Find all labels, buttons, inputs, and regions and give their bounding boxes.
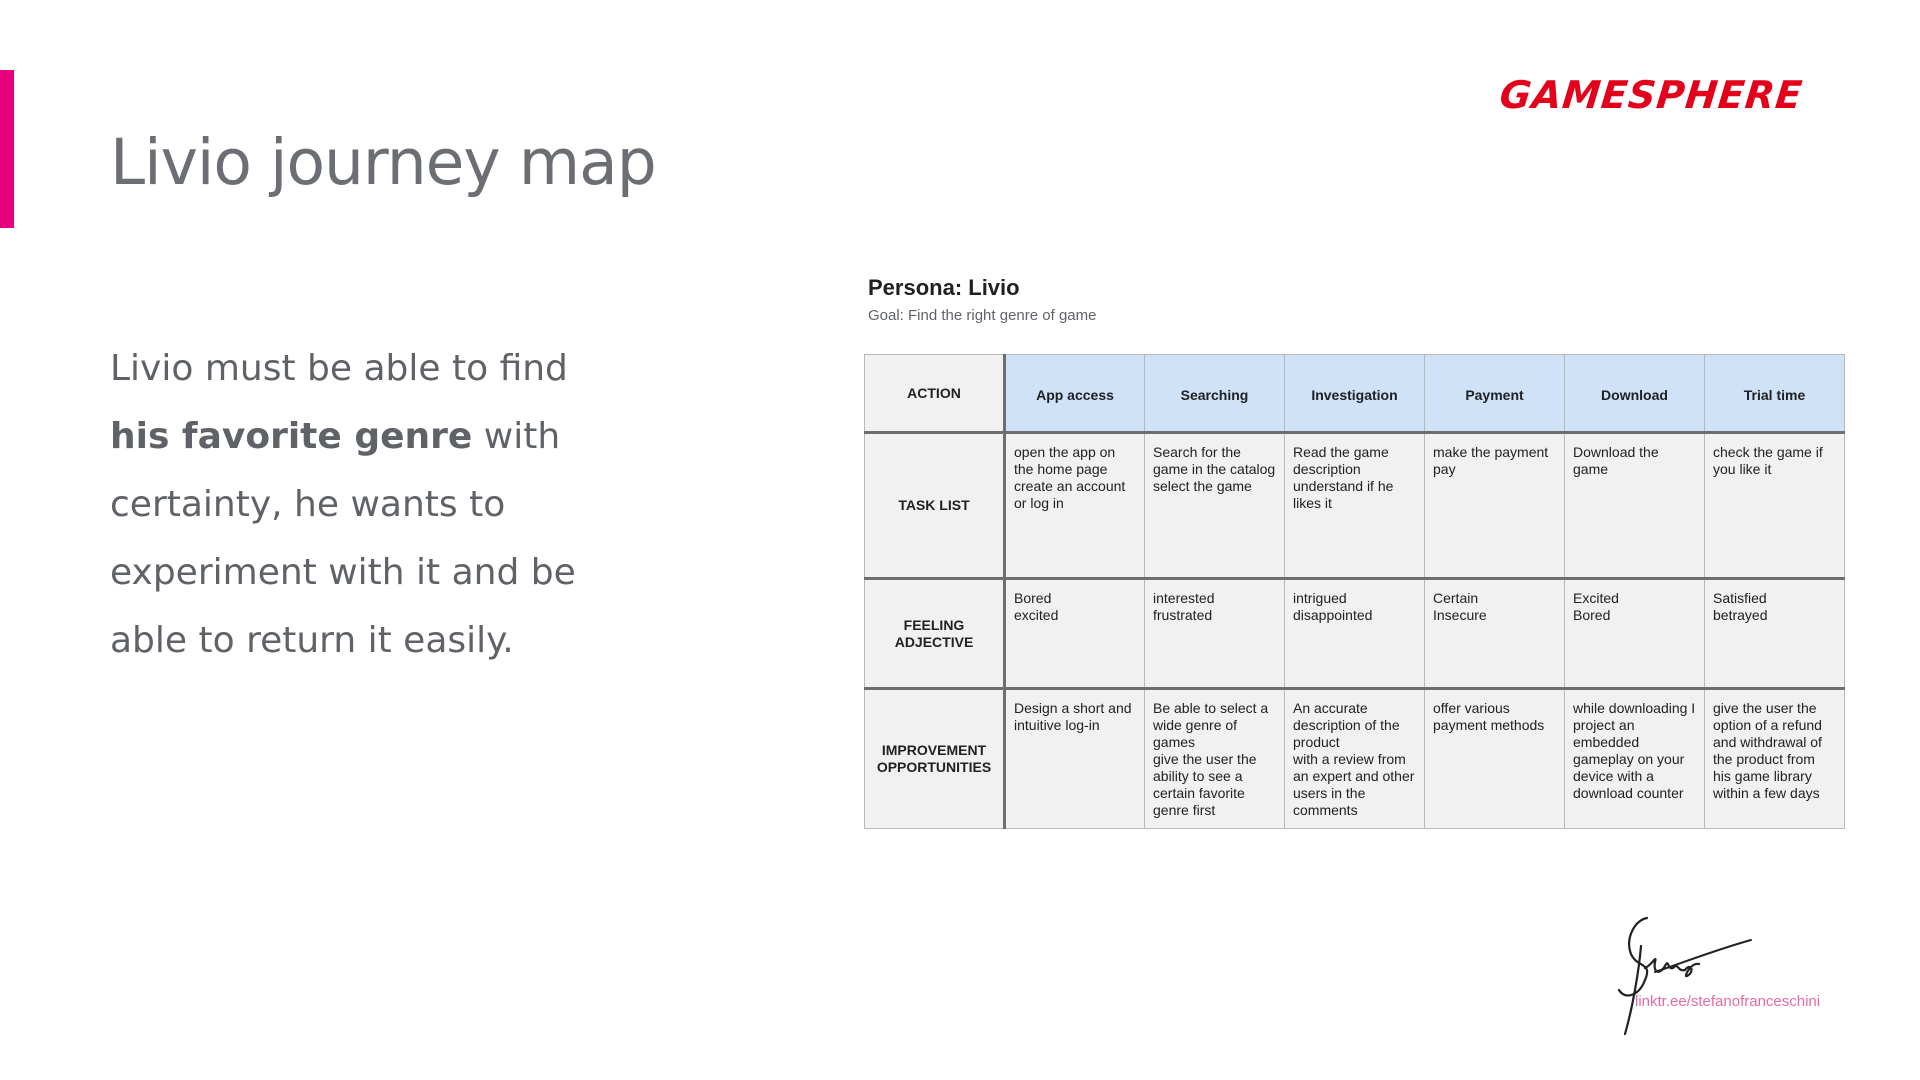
table-cell: while downloading I project an embedded gameplay on your device with a download counter xyxy=(1565,689,1705,829)
table-row xyxy=(865,433,1845,579)
body-text-part2: with certainty, he wants to experiment with it and be able to return it easily. xyxy=(110,416,576,661)
table-cell: intrigued disappointed xyxy=(1285,579,1425,689)
stage-header-download: Download xyxy=(1565,355,1705,433)
table-cell: check the game if you like it xyxy=(1705,433,1845,579)
table-cell: give the user the option of a refund and withdrawal of the product from his game library within a few days xyxy=(1705,689,1845,829)
body-text-bold: his favorite genre xyxy=(110,416,473,457)
table-cell: Be able to select a wide genre of games give the user the ability to see a certain favorite genre first xyxy=(1145,689,1285,829)
stage-header-searching: Searching xyxy=(1145,355,1285,433)
persona-goal: Goal: Find the right genre of game xyxy=(868,307,1097,324)
table-cell: Read the game description understand if he likes it xyxy=(1285,433,1425,579)
table-cell: Download the game xyxy=(1565,433,1705,579)
table-cell: Satisfied betrayed xyxy=(1705,579,1845,689)
table-row xyxy=(865,689,1845,829)
table-cell: Search for the game in the catalog select the game xyxy=(1145,433,1285,579)
body-paragraph xyxy=(110,335,630,675)
gamesphere-logo: GAMESPHERE xyxy=(1497,73,1805,117)
table-cell: interested frustrated xyxy=(1145,579,1285,689)
improvement-opportunities-label: IMPROVEMENT OPPORTUNITIES xyxy=(865,689,1005,829)
table-cell: Design a short and intuitive log-in xyxy=(1005,689,1145,829)
feeling-adjective-label: FEELING ADJECTIVE xyxy=(865,579,1005,689)
signature-image xyxy=(1595,910,1755,1040)
table-cell: open the app on the home page create an account or log in xyxy=(1005,433,1145,579)
task-list-label: TASK LIST xyxy=(865,433,1005,579)
table-row xyxy=(865,355,1845,433)
persona-title: Persona: Livio xyxy=(868,275,1020,300)
slide-title: Livio journey map xyxy=(110,126,656,199)
accent-bar xyxy=(0,70,14,228)
stage-header-investigation: Investigation xyxy=(1285,355,1425,433)
table-cell: make the payment pay xyxy=(1425,433,1565,579)
body-text-part1: Livio must be able to find xyxy=(110,348,568,389)
table-cell: Bored excited xyxy=(1005,579,1145,689)
table-cell: offer various payment methods xyxy=(1425,689,1565,829)
linktree-link[interactable]: linktr.ee/stefanofranceschini xyxy=(1635,993,1821,1010)
table-cell: Certain Insecure xyxy=(1425,579,1565,689)
table-cell: An accurate description of the product with a review from an expert and other users in the comments xyxy=(1285,689,1425,829)
journey-map-table xyxy=(864,354,1845,829)
action-header: ACTION xyxy=(865,355,1005,433)
stage-header-trial-time: Trial time xyxy=(1705,355,1845,433)
table-cell: Excited Bored xyxy=(1565,579,1705,689)
table-row xyxy=(865,579,1845,689)
stage-header-app-access: App access xyxy=(1005,355,1145,433)
stage-header-payment: Payment xyxy=(1425,355,1565,433)
